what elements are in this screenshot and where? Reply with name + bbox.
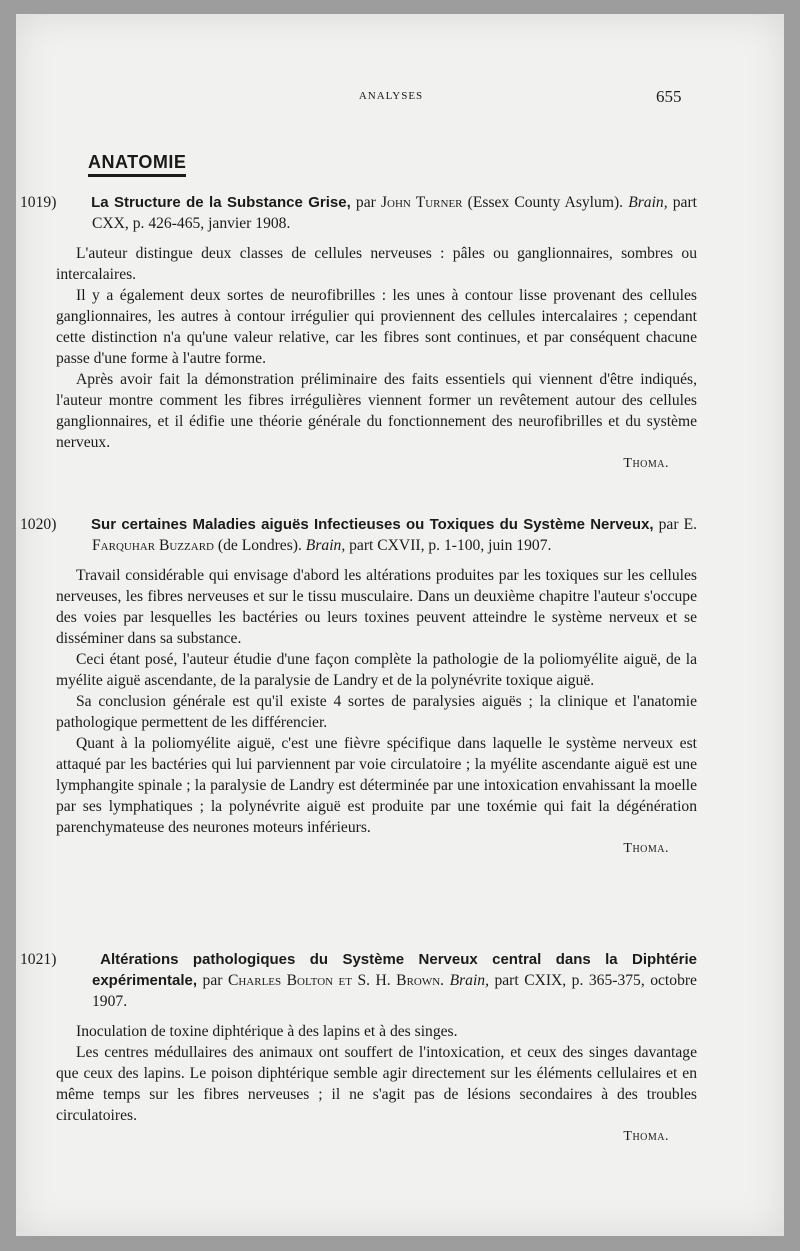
entry-title: Sur certaines Maladies aiguës Infectieuses ou Toxiques du Système Nerveux, (91, 516, 654, 533)
entry-number: 1021) (20, 951, 57, 968)
entry-paragraph: Les centres médullaires des animaux ont souffert de l'intoxication, et ceux des singes davantage que ceux des lapins. Le poison diphtérique semble agir directement sur les éléments cellulaires et en même temps sur les fibres nerveuses ; il ne s'agit pas de lésions secondaires à des troubles circulatoires. (56, 1044, 697, 1124)
entry-title: La Structure de la Substance Grise, (91, 194, 351, 211)
entry-by: par (355, 194, 376, 211)
entry-citation: part CXVII, p. 1-100, juin 1907. (349, 537, 552, 554)
section-title: ANATOMIE (88, 152, 186, 177)
entry-paragraph: Il y a également deux sortes de neurofibrilles : les unes à contour lisse provenant des cellules ganglionnaires, les autres à contour irrégulier qui proviennent des cellules intercalaires ; cependant cette distinction n'a qu'une valeur relative, car les fibres sont continues, et par conséquent chacune passe d'une forme à l'autre forme. (56, 287, 697, 367)
entry-heading (20, 192, 697, 234)
entry-paragraph: Sa conclusion générale est qu'il existe 4 sortes de paralysies aiguës ; la clinique et l'anatomie pathologique permettent de les différencier. (56, 693, 697, 731)
entry-author: E. Farquhar Buzzard (92, 516, 697, 554)
entry-author: John Turner (380, 194, 463, 211)
entry-paragraph: Travail considérable qui envisage d'abord les altérations produites par les toxiques sur les cellules nerveuses, les fibres nerveuses et sur le tissu musculaire. Dans un deuxième chapitre l'auteur s'occupe des voies par lesquelles les bactéries ou leurs toxines peuvent atteindre le système nerveux et se disséminer dans sa substance. (56, 567, 697, 647)
entry-heading (20, 949, 697, 1012)
running-head-title: ANALYSES (358, 90, 424, 102)
entry-journal: Brain, (628, 194, 668, 211)
entry-heading (20, 514, 697, 556)
entry-paragraph: Ceci étant posé, l'auteur étudie d'une façon complète la pathologie de la poliomyélite aiguë, de la myélite aiguë ascendante, de la paralysie de Landry et de la polynévrite toxique aiguë. (56, 651, 697, 689)
entry-paragraph: L'auteur distingue deux classes de cellules nerveuses : pâles ou ganglionnaires, sombres ou intercalaires. (56, 245, 697, 283)
entry-citation: part CXX, p. 426-465, janvier 1908. (92, 194, 697, 232)
entry-paragraph: Après avoir fait la démonstration préliminaire des faits essentiels qui viennent d'être indiqués, l'auteur montre comment les fibres irrégulières viennent former un revêtement autour des cellules ganglionnaires, et il édifie une théorie générale du fonctionnement des neurofibrilles et du système nerveux. (56, 371, 697, 451)
abstract-entry-1019 (20, 192, 697, 474)
entry-author: Charles Bolton et S. H. Brown. (227, 972, 445, 989)
entry-title: Altérations pathologiques du Système Nerveux central dans la Diphtérie expérimentale, (92, 951, 697, 989)
abstract-entry-1020 (20, 514, 697, 859)
entry-signature: Thoma. (623, 1129, 669, 1144)
abstract-entry-1021 (20, 949, 697, 1147)
entry-paragraph: Quant à la poliomyélite aiguë, c'est une fièvre spécifique dans laquelle le système nerveux est attaqué par les bactéries qui lui parviennent par voie circulatoire ; la myélite ascendante aiguë est une lymphangite spinale ; la paralysie de Landry est déterminée par une intoxication envahissant la moelle par ses lymphatiques ; la polynévrite aiguë est produite par une toxémie qui fait la dégénération parenchymateuse des neurones moteurs inférieurs. (56, 735, 697, 836)
entry-signature: Thoma. (623, 456, 669, 471)
entry-citation: part CXIX, p. 365-375, octobre 1907. (92, 972, 697, 1010)
entry-journal: Brain, (305, 537, 346, 554)
entry-number: 1019) (20, 194, 57, 211)
page-number: 655 (656, 87, 682, 106)
entry-journal: Brain, (449, 972, 489, 989)
entry-paragraph: Inoculation de toxine diphtérique à des lapins et à des singes. (76, 1023, 458, 1040)
entry-by: par (658, 516, 679, 533)
entry-signature: Thoma. (623, 841, 669, 856)
entry-number: 1020) (20, 516, 57, 533)
entry-by: par (202, 972, 223, 989)
entry-affiliation: (de Londres). (217, 537, 302, 554)
entry-affiliation: (Essex County Asylum). (467, 194, 624, 211)
journal-page (16, 14, 784, 1236)
running-head (16, 87, 784, 110)
